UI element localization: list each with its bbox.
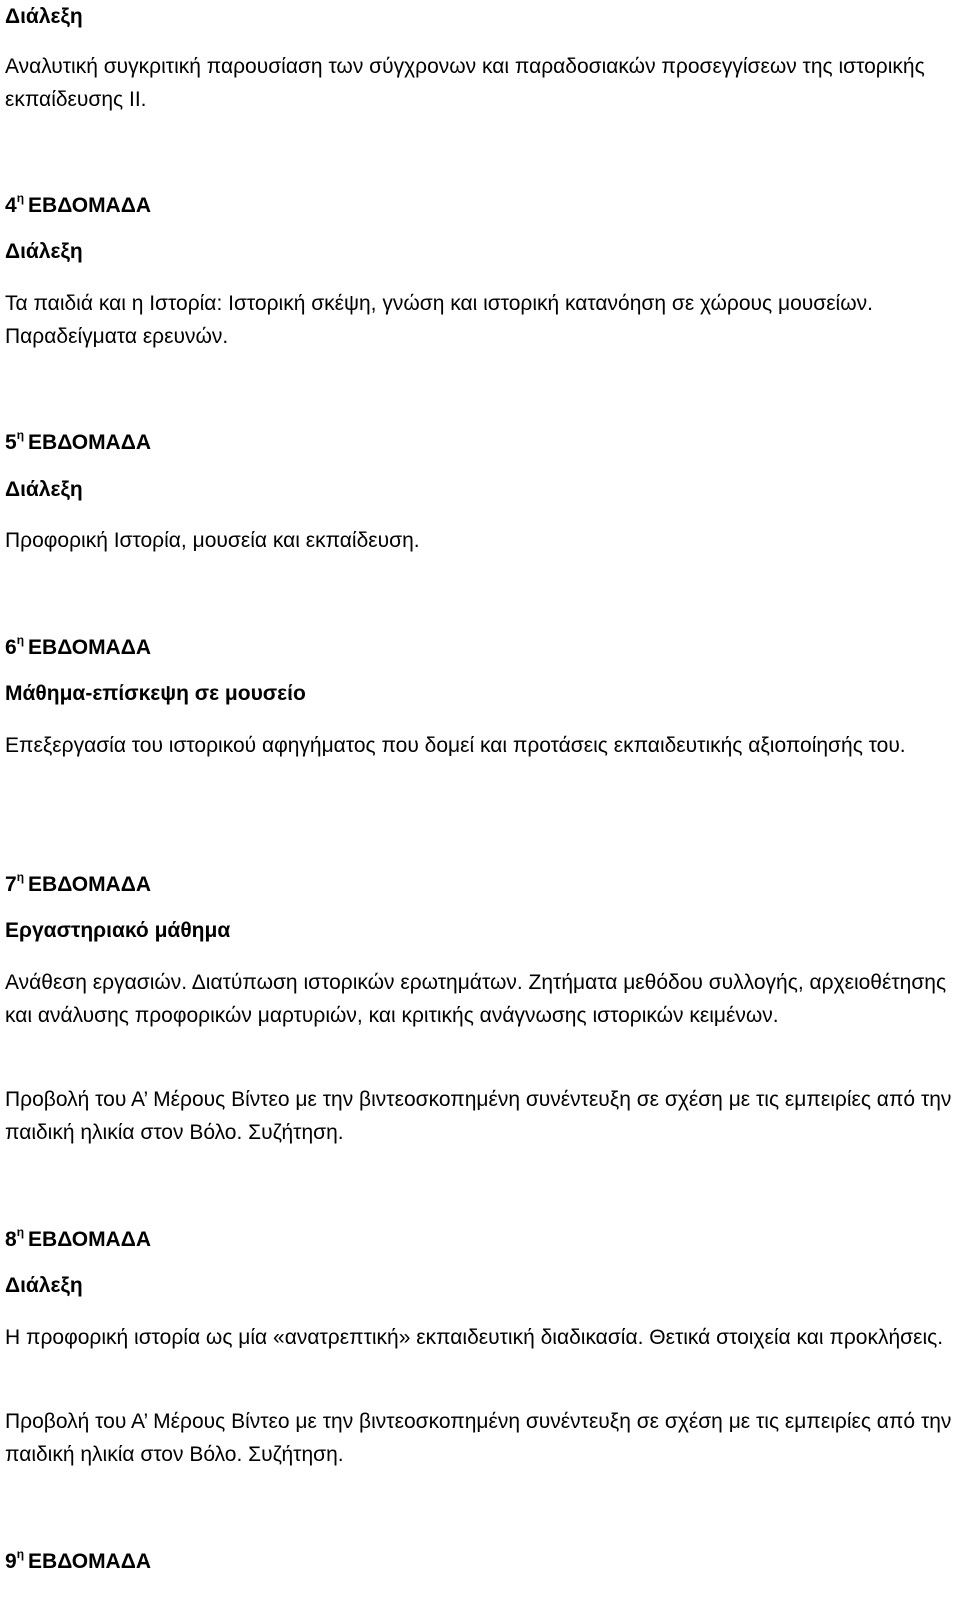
week-heading	[5, 626, 955, 664]
week-number: 8	[5, 1228, 17, 1251]
week-title: ΕΒΔΟΜΑΔΑ	[28, 1228, 151, 1251]
week-number: 9	[5, 1550, 17, 1573]
week-number: 6	[5, 636, 17, 659]
week-heading	[5, 1218, 955, 1256]
session-type-label: Διάλεξη	[5, 1274, 83, 1297]
week-title: ΕΒΔΟΜΑΔΑ	[28, 431, 151, 454]
week-number: 7	[5, 873, 17, 896]
week-title: ΕΒΔΟΜΑΔΑ	[28, 873, 151, 896]
week-title: ΕΒΔΟΜΑΔΑ	[28, 636, 151, 659]
week-ordinal-suffix: η	[16, 191, 25, 205]
session-description: Η προφορική ιστορία ως μία «ανατρεπτική» εκπαιδευτική διαδικασία. Θετικά στοιχεία και προκλήσεις.	[5, 1326, 944, 1349]
session-description: Προβολή του Α’ Μέρους Βίντεο με την βιντεοσκοπημένη συνέντευξη σε σχέση με τις εμπειρίες από την παιδική ηλικία στον Βόλο. Συζήτηση.	[5, 1410, 952, 1466]
week-ordinal-suffix: η	[16, 1547, 25, 1561]
week-title: ΕΒΔΟΜΑΔΑ	[28, 194, 151, 217]
session-description: Τα παιδιά και η Ιστορία: Ιστορική σκέψη, γνώση και ιστορική κατανόηση σε χώρους μουσείων. Παραδείγματα ερευνών.	[5, 292, 873, 348]
week-ordinal-suffix: η	[16, 428, 25, 442]
session-type-label: Διάλεξη	[5, 5, 83, 28]
week-title: ΕΒΔΟΜΑΔΑ	[28, 1550, 151, 1573]
week-heading	[5, 184, 955, 222]
week-heading	[5, 421, 955, 459]
week-ordinal-suffix: η	[16, 1225, 25, 1239]
week-number: 5	[5, 431, 17, 454]
session-description: Αναλυτική συγκριτική παρουσίαση των σύγχρονων και παραδοσιακών προσεγγίσεων της ιστορικής εκπαίδευσης ΙΙ.	[5, 55, 925, 111]
week-ordinal-suffix: η	[16, 633, 25, 647]
week-heading	[5, 863, 955, 901]
week-heading	[5, 1540, 955, 1578]
week-number: 4	[5, 194, 17, 217]
week-ordinal-suffix: η	[16, 870, 25, 884]
session-description: Προφορική Ιστορία, μουσεία και εκπαίδευση.	[5, 529, 420, 552]
session-type-label: Μάθημα-επίσκεψη σε μουσείο	[5, 682, 306, 705]
session-type-label: Εργαστηριακό μάθημα	[5, 919, 231, 942]
session-description: Ανάθεση εργασιών. Διατύπωση ιστορικών ερωτημάτων. Ζητήματα μεθόδου συλλογής, αρχειοθέτησης και ανάλυσης προφορικών μαρτυριών, και κριτικής ανάγνωσης ιστορικών κειμένων.	[5, 971, 947, 1027]
session-type-label: Διάλεξη	[5, 478, 83, 501]
session-description: Προβολή του Α’ Μέρους Βίντεο με την βιντεοσκοπημένη συνέντευξη σε σχέση με τις εμπειρίες από την παιδική ηλικία στον Βόλο. Συζήτηση.	[5, 1088, 952, 1144]
session-type-label: Διάλεξη	[5, 240, 83, 263]
session-description: Επεξεργασία του ιστορικού αφηγήματος που δομεί και προτάσεις εκπαιδευτικής αξιοποίησής του.	[5, 734, 906, 757]
